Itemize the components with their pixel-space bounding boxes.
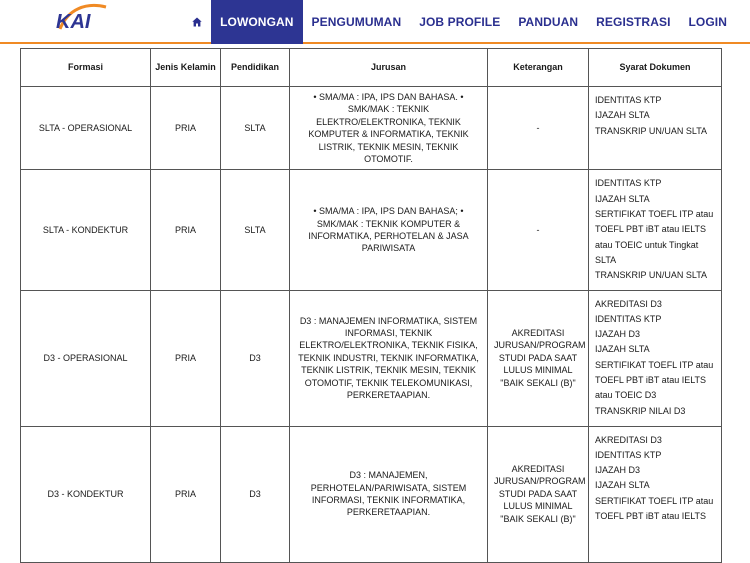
doc-item: TRANSKRIP NILAI D3 bbox=[595, 405, 686, 416]
svg-text:KAI: KAI bbox=[56, 11, 91, 33]
cell-jenis-kelamin: PRIA bbox=[151, 290, 221, 426]
cell-jurusan: • SMA/MA : IPA, IPS DAN BAHASA; • SMK/MAK : TEKNIK KOMPUTER & INFORMATIKA, PERHOTELAN & JASA PARIWISATA bbox=[290, 170, 488, 290]
doc-item: SERTIFIKAT TOEFL ITP atau TOEFL PBT iBT atau IELTS atau TOEIC untuk Tingkat SLTA bbox=[595, 209, 714, 265]
top-navbar bbox=[0, 0, 750, 44]
cell-formasi: D3 - KONDEKTUR bbox=[21, 426, 151, 562]
cell-formasi: SLTA - OPERASIONAL bbox=[21, 87, 151, 170]
cell-keterangan: AKREDITASI JURUSAN/PROGRAM STUDI PADA SAAT LULUS MINIMAL "BAIK SEKALI (B)" bbox=[488, 290, 589, 426]
doc-item: IJAZAH D3 bbox=[595, 329, 641, 340]
cell-pendidikan: SLTA bbox=[221, 87, 290, 170]
kai-logo[interactable] bbox=[54, 4, 110, 32]
nav-job-profile[interactable]: JOB PROFILE bbox=[419, 15, 501, 29]
cell-syarat-dokumen bbox=[589, 170, 722, 290]
header-formasi: Formasi bbox=[21, 49, 151, 87]
doc-item: IDENTITAS KTP bbox=[595, 313, 662, 324]
cell-jenis-kelamin: PRIA bbox=[151, 170, 221, 290]
cell-pendidikan: D3 bbox=[221, 290, 290, 426]
header-keterangan: Keterangan bbox=[488, 49, 589, 87]
cell-keterangan: - bbox=[488, 87, 589, 170]
cell-formasi: D3 - OPERASIONAL bbox=[21, 290, 151, 426]
header-pendidikan: Pendidikan bbox=[221, 49, 290, 87]
doc-item: IJAZAH SLTA bbox=[595, 480, 650, 491]
table-row bbox=[21, 290, 722, 426]
cell-keterangan: AKREDITASI JURUSAN/PROGRAM STUDI PADA SAAT LULUS MINIMAL "BAIK SEKALI (B)" bbox=[488, 426, 589, 562]
cell-formasi: SLTA - KONDEKTUR bbox=[21, 170, 151, 290]
table-header-row bbox=[21, 49, 722, 87]
header-jurusan: Jurusan bbox=[290, 49, 488, 87]
cell-syarat-dokumen bbox=[589, 426, 722, 562]
header-jenis-kelamin: Jenis Kelamin bbox=[151, 49, 221, 87]
nav-login[interactable]: LOGIN bbox=[688, 15, 727, 29]
table-row bbox=[21, 87, 722, 170]
table-row bbox=[21, 426, 722, 562]
header-syarat-dokumen: Syarat Dokumen bbox=[589, 49, 722, 87]
home-icon bbox=[192, 17, 202, 27]
doc-item: IJAZAH D3 bbox=[595, 465, 641, 476]
nav-lowongan[interactable]: LOWONGAN bbox=[211, 0, 302, 44]
cell-jenis-kelamin: PRIA bbox=[151, 426, 221, 562]
cell-jenis-kelamin: PRIA bbox=[151, 87, 221, 170]
cell-syarat-dokumen bbox=[589, 290, 722, 426]
doc-item: AKREDITASI D3 bbox=[595, 434, 662, 445]
table-row bbox=[21, 170, 722, 290]
nav-registrasi[interactable]: REGISTRASI bbox=[596, 15, 671, 29]
vacancy-table-container[interactable] bbox=[20, 48, 722, 524]
cell-syarat-dokumen bbox=[589, 87, 722, 170]
nav-pengumuman[interactable]: PENGUMUMAN bbox=[311, 15, 402, 29]
doc-item: IDENTITAS KTP bbox=[595, 449, 662, 460]
doc-item: AKREDITASI D3 bbox=[595, 298, 662, 309]
doc-item: IJAZAH SLTA bbox=[595, 193, 650, 204]
doc-item: SERTIFIKAT TOEFL ITP atau TOEFL PBT iBT atau IELTS atau TOEIC D3 bbox=[595, 359, 714, 401]
main-nav bbox=[183, 0, 736, 44]
doc-item: TRANSKRIP UN/UAN SLTA bbox=[595, 270, 708, 281]
doc-item: IJAZAH SLTA bbox=[595, 344, 650, 355]
vacancy-table bbox=[20, 48, 722, 563]
cell-jurusan: • SMA/MA : IPA, IPS DAN BAHASA. • SMK/MAK : TEKNIK ELEKTRO/ELEKTRONIKA, TEKNIK KOMPUTER & INFORMATIKA, TEKNIK LISTRIK, TEKNIK MESIN, TEKNIK OTOMOTIF. bbox=[290, 87, 488, 170]
cell-pendidikan: SLTA bbox=[221, 170, 290, 290]
cell-jurusan: D3 : MANAJEMEN, PERHOTELAN/PARIWISATA, SISTEM INFORMASI, TEKNIK INFORMATIKA, PERKERETAAPIAN. bbox=[290, 426, 488, 562]
doc-item: SERTIFIKAT TOEFL ITP atau TOEFL PBT iBT atau IELTS bbox=[595, 495, 714, 521]
nav-home[interactable] bbox=[183, 0, 211, 44]
cell-jurusan: D3 : MANAJEMEN INFORMATIKA, SISTEM INFORMASI, TEKNIK ELEKTRO/ELEKTRONIKA, TEKNIK FISIKA, TEKNIK INDUSTRI, TEKNIK INFORMATIKA, TEKNIK LISTRIK, TEKNIK MESIN, TEKNIK OTOMOTIF, TEKNIK TELEKOMUNIKASI, PERKERETAAPIAN. bbox=[290, 290, 488, 426]
doc-item: IDENTITAS KTP bbox=[595, 178, 662, 189]
cell-pendidikan: D3 bbox=[221, 426, 290, 562]
cell-keterangan: - bbox=[488, 170, 589, 290]
doc-item: IJAZAH SLTA bbox=[595, 110, 650, 121]
nav-panduan[interactable]: PANDUAN bbox=[518, 15, 579, 29]
doc-item: TRANSKRIP UN/UAN SLTA bbox=[595, 125, 708, 136]
doc-item: IDENTITAS KTP bbox=[595, 95, 662, 105]
